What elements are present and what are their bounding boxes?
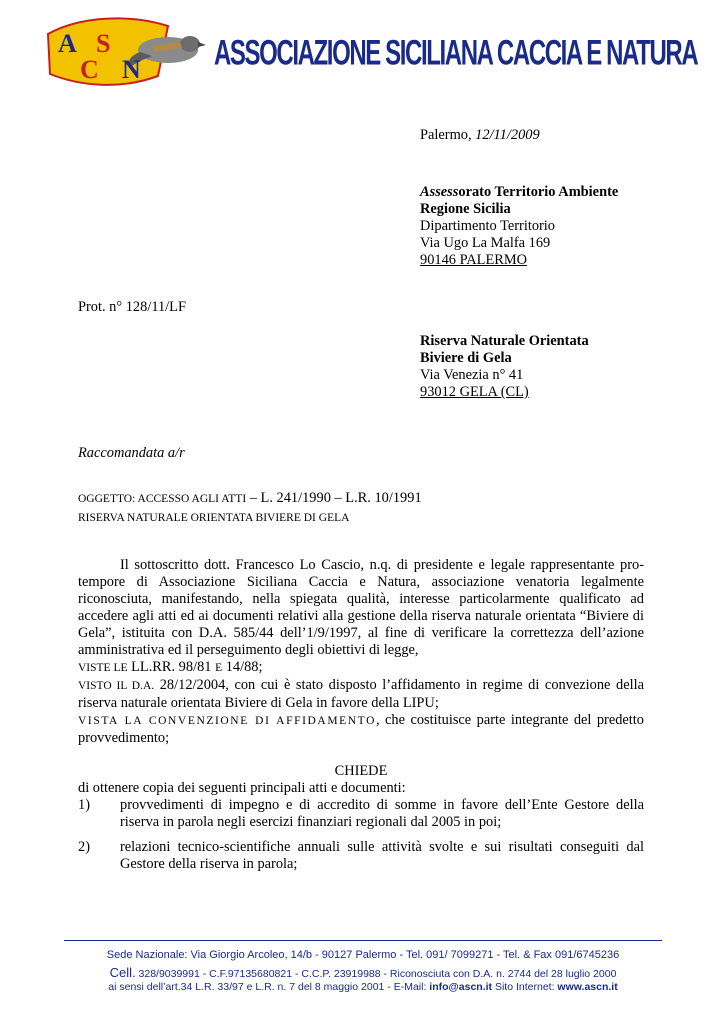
- item-2-text: relazioni tecnico-scientifiche annuali sulle attività svolte e sui risultati conseguiti dal Gestore della riserva in parola;: [120, 839, 644, 872]
- footer-line-3-mid: Sito Internet:: [492, 981, 558, 993]
- logo-letter-n: N: [122, 55, 141, 84]
- logo-letter-a: A: [58, 29, 77, 58]
- recipient-1-block: [420, 184, 618, 269]
- footer-divider: [64, 940, 662, 941]
- logo-letter-s: S: [96, 29, 111, 58]
- recipient-2-line2: Biviere di Gela: [420, 350, 512, 366]
- request-item-1: [78, 797, 644, 831]
- recipient-1-line4: Via Ugo La Malfa 169: [420, 235, 551, 251]
- vista-text: , che costituisce parte integrante del predetto provvedimento;: [78, 712, 644, 746]
- body-intro: Il sottoscritto dott. Francesco Lo Cascio, n.q. di presidente e legale rappresentante pro-tempore di Associazione Siciliana Caccia e Natura, associazione venatoria legalmente riconosciuta, manifestando, nella spiegata qualità, interesse particolarmente qualificato ad accedere agli atti ed ai documenti relativi alla gestione della riserva naturale orientata “Biviere di Gela”, istituita con D.A. 585/44 dell’1/9/1997, al fine di verificare la correttezza dell’azione amministrativa ed il perseguimento degli obiettivi di legge,: [78, 557, 644, 658]
- visto-text: 28/12/2004, con cui è stato disposto l’affidamento in regime di convezione della riserva naturale orientata Biviere di Gela in favore della LIPU;: [78, 677, 644, 711]
- viste-text1: LL.RR. 98/81: [127, 659, 216, 675]
- association-logo: [40, 12, 220, 90]
- subject-part1: : ACCESSO AGLI ATTI: [132, 493, 247, 505]
- logo-letter-c: C: [80, 55, 99, 84]
- recipient-2-line3: Via Venezia n° 41: [420, 367, 524, 383]
- organization-title: ASSOCIAZIONE SICILIANA CACCIA E NATURA: [214, 34, 698, 74]
- recipient-1-line3: Dipartimento Territorio: [420, 218, 556, 234]
- footer-line-3: [64, 981, 662, 993]
- footer-line-2-rest: 328/9039991 - C.F.97135680821 - C.C.P. 23919988 - Riconosciuta con D.A. n. 2744 del 28 luglio 2000: [135, 968, 617, 980]
- footer-email[interactable]: info@ascn.it: [429, 981, 493, 993]
- recipient-1-line1-italic: Assess: [420, 184, 459, 200]
- viste-text2: 14/88;: [222, 659, 263, 675]
- chiede-heading: CHIEDE: [334, 763, 388, 779]
- subject-line: [78, 490, 422, 508]
- footer-line-2: [64, 965, 662, 980]
- item-1-number: 1): [78, 797, 90, 813]
- letter-body: [78, 557, 644, 873]
- request-item-2: [78, 839, 644, 873]
- viste-label: VISTE LE: [78, 662, 128, 674]
- delivery-method: Raccomandata a/r: [78, 445, 185, 461]
- visto-label: VISTO IL D.A.: [78, 680, 155, 692]
- recipient-1-line5: 90146 PALERMO: [420, 252, 528, 268]
- footer-cell-label: Cell.: [109, 965, 136, 980]
- footer-line-1: Sede Nazionale: Via Giorgio Arcoleo, 14/b - 90127 Palermo - Tel. 091/ 7099271 - Tel. & Fax 091/6745236: [106, 949, 620, 961]
- item-2-number: 2): [78, 839, 90, 855]
- date-place: Palermo,: [420, 127, 472, 143]
- footer-line-3-pre: ai sensi dell’art.34 L.R. 33/97 e L.R. n. 7 del 8 maggio 2001 - E-Mail:: [108, 981, 430, 993]
- item-1-text: provvedimenti di impegno e di accredito di somme in favore dell’Ente Gestore della riserva in parola negli esercizi finanziari regionali dal 2005 in poi;: [120, 797, 644, 830]
- recipient-1-line2: Regione Sicilia: [420, 201, 511, 217]
- subject-part2: – L. 241/1990 – L.R. 10/1991: [246, 490, 422, 506]
- body-vista: [78, 712, 644, 747]
- body-visto: [78, 677, 644, 712]
- recipient-2-line1: Riserva Naturale Orientata: [420, 333, 589, 349]
- date-value: 12/11/2009: [475, 127, 540, 143]
- date-line: [420, 127, 540, 144]
- protocol-number: Prot. n° 128/11/LF: [78, 299, 186, 315]
- viste-e: E: [215, 662, 223, 674]
- vista-label: VISTA LA CONVENZIONE DI AFFIDAMENTO: [78, 715, 376, 727]
- footer-site[interactable]: www.ascn.it: [557, 981, 618, 993]
- subject-label: OGGETTO: [78, 493, 133, 505]
- request-intro: di ottenere copia dei seguenti principali atti e documenti:: [78, 780, 406, 796]
- recipient-1-line1-rest: orato Territorio Ambiente: [458, 184, 619, 200]
- subject-line-2: RISERVA NATURALE ORIENTATA BIVIERE DI GELA: [78, 512, 350, 524]
- recipient-2-block: [420, 333, 589, 401]
- recipient-2-line4: 93012 GELA (CL): [420, 384, 529, 400]
- body-viste: [78, 659, 644, 677]
